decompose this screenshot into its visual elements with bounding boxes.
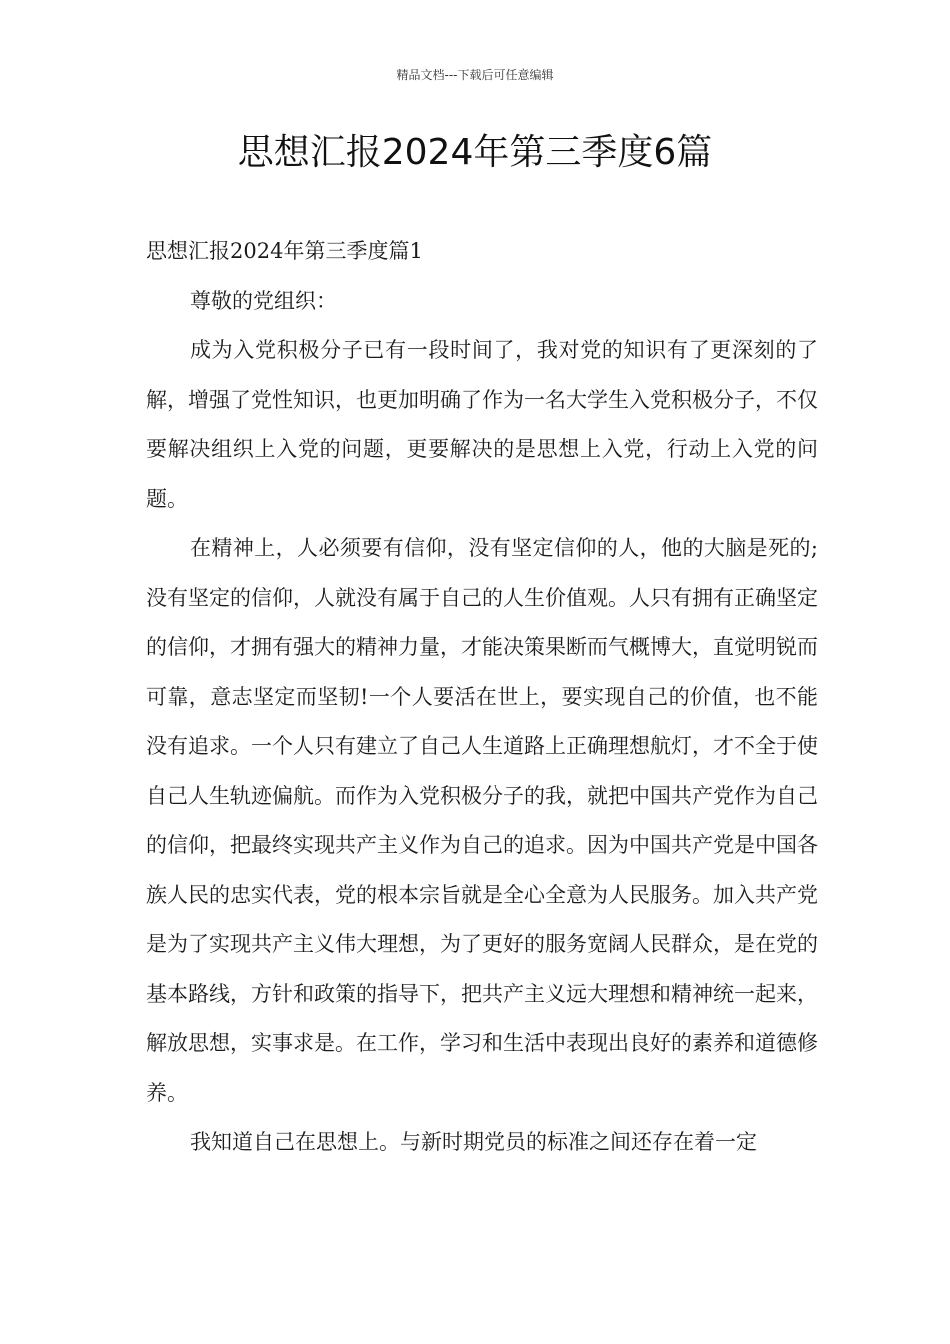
header-note: 精品文档---下载后可任意编辑 [396, 68, 554, 82]
document-title: 思想汇报2024年第三季度6篇 [237, 132, 713, 173]
paragraph: 在精神上，人必须要有信仰，没有坚定信仰的人，他的大脑是死的;没有坚定的信仰，人就没有属于自己的人生价值观。人只有拥有正确坚定的信仰，才拥有强大的精神力量，才能决策果断而气概博大，直觉明锐而可靠，意志坚定而坚韧!一个人要活在世上，要实现自己的价值，也不能没有追求。一个人只有建立了自己人生道路上正确理想航灯，才不全于使自己人生轨迹偏航。而作为入党积极分子的我，就把中国共产党作为自己的信仰，把最终实现共产主义作为自己的追求。因为中国共产党是中国各族人民的忠实代表，党的根本宗旨就是全心全意为人民服务。加入共产党是为了实现共产主义伟大理想，为了更好的服务宽阔人民群众，是在党的基本路线，方针和政策的指导下，把共产主义远大理想和精神统一起来，解放思想，实事求是。在工作，学习和生活中表现出良好的素养和道德修养。 [146, 536, 818, 1105]
salutation: 尊敬的党组织： [190, 288, 337, 313]
paragraph: 成为入党积极分子已有一段时间了，我对党的知识有了更深刻的了解，增强了党性知识，也更加明确了作为一名大学生入党积极分子，不仅要解决组织上入党的问题，更要解决的是思想上入党，行动上入党的问题。 [146, 338, 818, 511]
document-body [146, 227, 818, 1168]
paragraph: 我知道自己在思想上。与新时期党员的标准之间还存在着一定 [190, 1130, 757, 1154]
section-heading: 思想汇报2024年第三季度篇1 [146, 239, 423, 263]
